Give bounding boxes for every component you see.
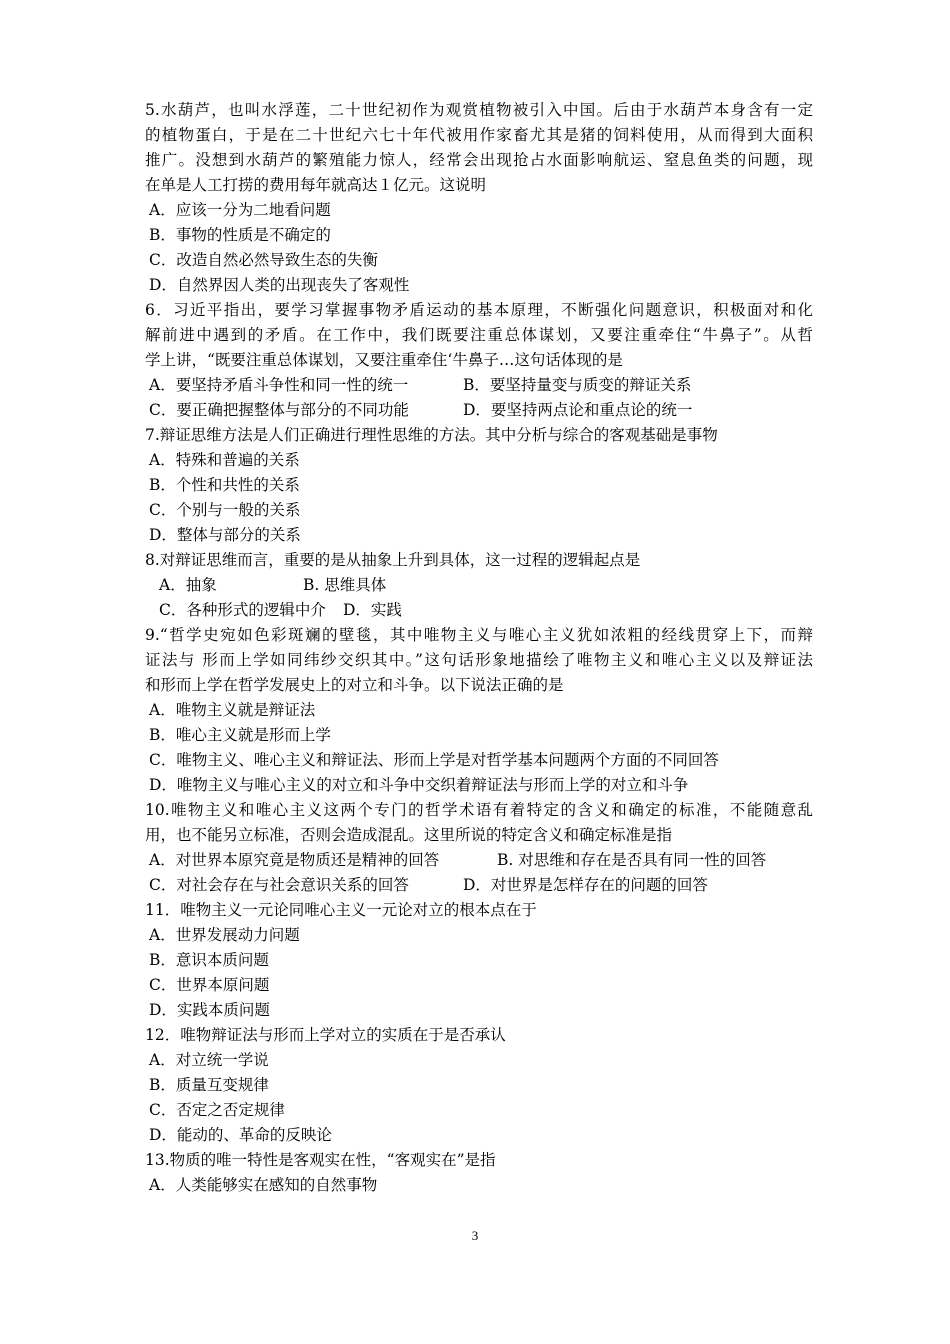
- option-d: D．要坚持两点论和重点论的统一: [463, 401, 693, 419]
- option-c: C．对社会存在与社会意识关系的回答: [149, 876, 409, 894]
- option-row: [145, 873, 813, 898]
- question-stem-line: 11．唯物主义一元论同唯心主义一元论对立的根本点在于: [145, 901, 537, 919]
- option-a: A．特殊和普遍的关系: [149, 451, 300, 469]
- question-stem-line: 13.物质的唯一特性是客观实在性，“客观实在”是指: [145, 1151, 496, 1169]
- option-c: C．世界本原问题: [149, 976, 270, 994]
- page-number: 3: [471, 1228, 479, 1243]
- option-c: C．个别与一般的关系: [149, 501, 301, 519]
- question-stem-line: 证法与 形而上学如同纬纱交织其中。”这句话形象地描绘了唯物主义和唯心主义以及辩证法: [145, 651, 813, 669]
- option-d: D．实践: [343, 601, 402, 619]
- question-stem-line: 和形而上学在哲学发展史上的对立和斗争。以下说法正确的是: [145, 676, 564, 694]
- option-row: [145, 373, 813, 398]
- option-d: D．实践本质问题: [149, 1001, 270, 1019]
- option-a: A．应该一分为二地看问题: [149, 201, 331, 219]
- option-b: B. 对思维和存在是否具有同一性的回答: [497, 851, 767, 869]
- question-stem-line: 7.辩证思维方法是人们正确进行理性思维的方法。其中分析与综合的客观基础是事物: [145, 426, 718, 444]
- question-stem-line: 解前进中遇到的矛盾。在工作中，我们既要注重总体谋划，又要注重牵住“牛鼻子”。从哲: [145, 326, 813, 344]
- option-row: [145, 398, 813, 423]
- option-b: B．意识本质问题: [149, 951, 269, 969]
- option-c: C．否定之否定规律: [149, 1101, 285, 1119]
- question-stem-line: 5.水葫芦，也叫水浮莲，二十世纪初作为观赏植物被引入中国。后由于水葫芦本身含有一定: [145, 101, 813, 119]
- option-d: D．自然界因人类的出现丧失了客观性: [149, 276, 410, 294]
- question-stem-line: 9.“哲学史宛如色彩斑斓的壁毯，其中唯物主义与唯心主义犹如浓粗的经线贯穿上下，而辩: [145, 626, 813, 644]
- question-12: [145, 1023, 813, 1148]
- question-stem-line: 的植物蛋白，于是在二十世纪六七十年代被用作家畜尤其是猪的饲料使用，从而得到大面积: [145, 126, 813, 144]
- question-stem-line: 10.唯物主义和唯心主义这两个专门的哲学术语有着特定的含义和确定的标准，不能随意乱: [145, 801, 813, 819]
- option-row: [145, 598, 813, 623]
- option-c: C．唯物主义、唯心主义和辩证法、形而上学是对哲学基本问题两个方面的不同回答: [149, 751, 719, 769]
- option-row: [145, 573, 813, 598]
- question-5: [145, 98, 813, 298]
- option-b: B．质量互变规律: [149, 1076, 269, 1094]
- question-7: [145, 423, 813, 548]
- option-d: D．能动的、革命的反映论: [149, 1126, 332, 1144]
- option-a: A．唯物主义就是辩证法: [149, 701, 316, 719]
- option-row: [145, 848, 813, 873]
- option-c: C．改造自然必然导致生态的失衡: [149, 251, 378, 269]
- question-13: [145, 1148, 813, 1198]
- option-a: A．世界发展动力问题: [149, 926, 300, 944]
- question-9: [145, 623, 813, 798]
- option-d: D．整体与部分的关系: [149, 526, 301, 544]
- question-11: [145, 898, 813, 1023]
- option-b: B．事物的性质是不确定的: [149, 226, 331, 244]
- question-stem-line: 用，也不能另立标准，否则会造成混乱。这里所说的特定含义和确定标准是指: [145, 826, 673, 844]
- option-a: A．要坚持矛盾斗争性和同一性的统一: [149, 376, 409, 394]
- option-d: D．对世界是怎样存在的问题的回答: [463, 876, 708, 894]
- question-stem-line: 6．习近平指出，要学习掌握事物矛盾运动的基本原理，不断强化问题意识，积极面对和化: [145, 301, 813, 319]
- option-b: B．唯心主义就是形而上学: [149, 726, 331, 744]
- question-10: [145, 798, 813, 898]
- option-b: B．个性和共性的关系: [149, 476, 300, 494]
- question-stem-line: 12．唯物辩证法与形而上学对立的实质在于是否承认: [145, 1026, 506, 1044]
- question-stem-line: 8.对辩证思维而言，重要的是从抽象上升到具体，这一过程的逻辑起点是: [145, 551, 641, 569]
- option-b: B．要坚持量变与质变的辩证关系: [463, 376, 692, 394]
- option-c: C．各种形式的逻辑中介: [159, 601, 326, 619]
- question-stem-line: 推广。没想到水葫芦的繁殖能力惊人，经常会出现抢占水面影响航运、窒息鱼类的问题，现: [145, 151, 813, 169]
- question-stem-line: 在单是人工打捞的费用每年就高达１亿元。这说明: [145, 176, 487, 194]
- question-6: [145, 298, 813, 423]
- option-b: B. 思维具体: [303, 576, 387, 594]
- question-stem-line: 学上讲，“既要注重总体谋划，又要注重牵住‘牛鼻子…这句话体现的是: [145, 351, 623, 369]
- option-c: C．要正确把握整体与部分的不同功能: [149, 401, 409, 419]
- option-a: A．抽象: [159, 576, 217, 594]
- option-a: A．对立统一学说: [149, 1051, 269, 1069]
- option-a: A．人类能够实在感知的自然事物: [149, 1176, 378, 1194]
- option-a: A．对世界本原究竟是物质还是精神的回答: [149, 851, 440, 869]
- option-d: D．唯物主义与唯心主义的对立和斗争中交织着辩证法与形而上学的对立和斗争: [149, 776, 689, 794]
- question-8: [145, 548, 813, 623]
- question-list: [145, 98, 813, 1198]
